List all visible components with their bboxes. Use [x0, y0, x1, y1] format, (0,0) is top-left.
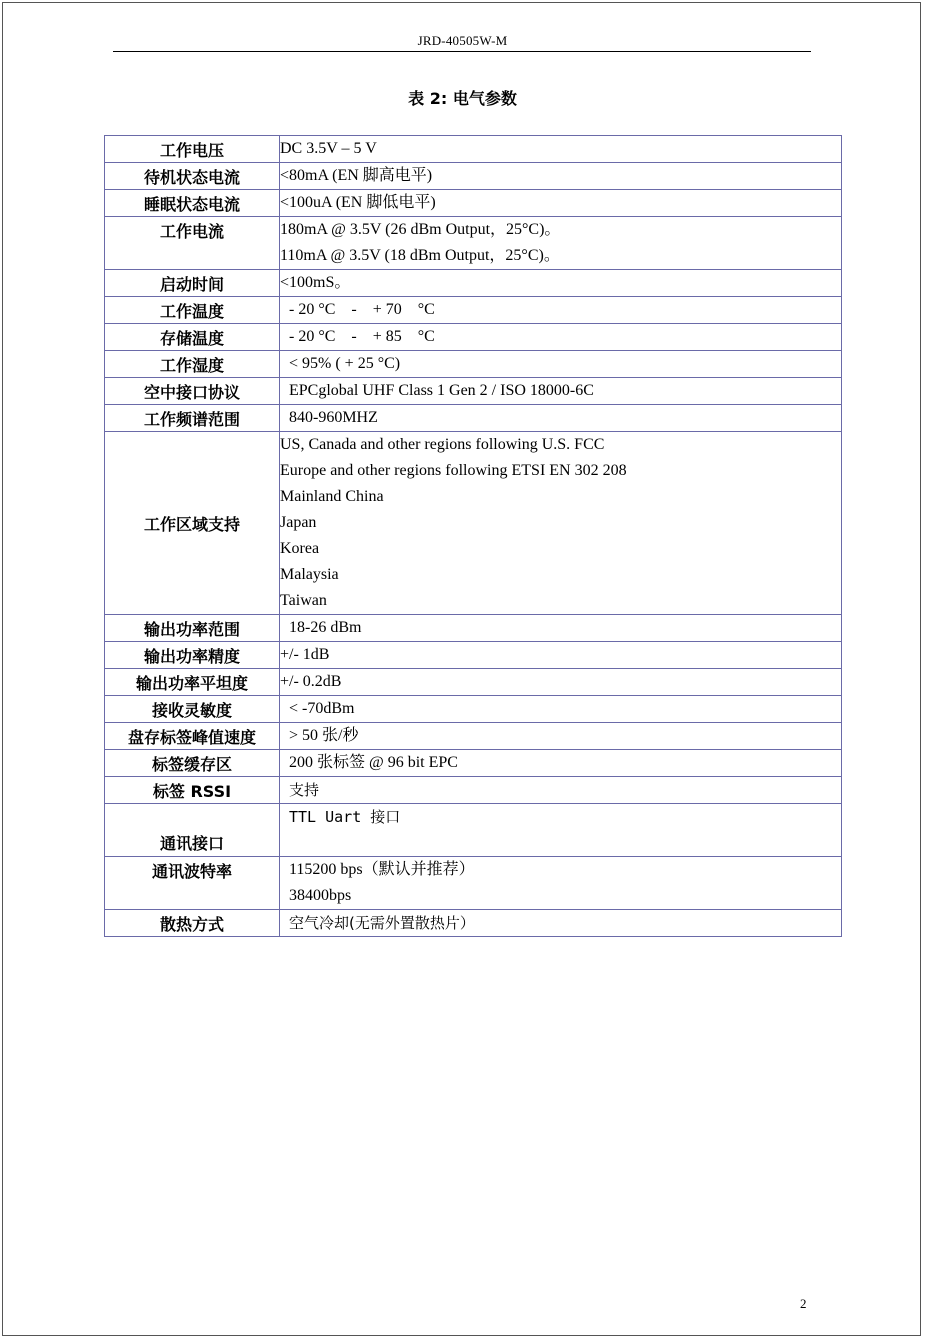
param-value: [280, 405, 842, 432]
param-label: 盘存标签峰值速度: [105, 723, 280, 750]
value-line: - 20 °C - + 70 °C: [289, 301, 435, 318]
param-value: [280, 190, 842, 217]
param-value: [280, 804, 842, 857]
param-label: 睡眠状态电流: [105, 190, 280, 217]
value-line: Europe and other regions following ETSI EN 302 208: [280, 462, 627, 479]
param-label: 散热方式: [105, 910, 280, 937]
param-value: [280, 642, 842, 669]
value-line: <80mA (EN 脚高电平): [280, 167, 433, 184]
table-row: [105, 297, 842, 324]
param-value: [280, 324, 842, 351]
param-label: 接收灵敏度: [105, 696, 280, 723]
value-line: < 95% ( + 25 °C): [289, 355, 401, 372]
param-value: [280, 136, 842, 163]
value-line: <100mS。: [280, 274, 351, 291]
param-label: 存储温度: [105, 324, 280, 351]
param-value: [280, 750, 842, 777]
value-line: <100uA (EN 脚低电平): [280, 194, 436, 211]
param-value: [280, 351, 842, 378]
param-value: [280, 297, 842, 324]
table-row: [105, 217, 842, 270]
param-label: 工作电压: [105, 136, 280, 163]
table-row: [105, 669, 842, 696]
value-line: Malaysia: [280, 566, 339, 583]
value-line: +/- 0.2dB: [280, 673, 342, 690]
value-line: 180mA @ 3.5V (26 dBm Output，25°C)。: [280, 221, 561, 238]
value-line: Taiwan: [280, 592, 327, 609]
param-value: [280, 910, 842, 937]
header-doc-id: JRD-40505W-M: [417, 33, 508, 48]
param-value: [280, 669, 842, 696]
param-label: 启动时间: [105, 270, 280, 297]
table-row: [105, 432, 842, 615]
param-label: 工作频谱范围: [105, 405, 280, 432]
table-row: [105, 324, 842, 351]
value-line: [280, 830, 841, 856]
param-label: 通讯接口: [105, 804, 280, 857]
param-label: 工作电流: [105, 217, 280, 270]
table-row: [105, 642, 842, 669]
table-row: [105, 190, 842, 217]
value-line: 115200 bps（默认并推荐）: [289, 861, 475, 878]
value-line: DC 3.5V – 5 V: [280, 140, 377, 157]
param-label: 标签 RSSI: [105, 777, 280, 804]
table-title: 表 2: 电气参数: [408, 89, 517, 108]
electrical-parameters-table: [104, 135, 842, 937]
param-label: 输出功率范围: [105, 615, 280, 642]
param-label: 工作温度: [105, 297, 280, 324]
param-label: 工作湿度: [105, 351, 280, 378]
table-row: [105, 777, 842, 804]
value-line: - 20 °C - + 85 °C: [289, 328, 435, 345]
table-row: [105, 804, 842, 857]
table-row: [105, 378, 842, 405]
param-label: 空中接口协议: [105, 378, 280, 405]
table-row: [105, 615, 842, 642]
value-line: +/- 1dB: [280, 646, 330, 663]
value-line: Japan: [280, 514, 317, 531]
value-line: < -70dBm: [289, 700, 355, 717]
param-value: [280, 163, 842, 190]
value-line: EPCglobal UHF Class 1 Gen 2 / ISO 18000-6C: [289, 382, 594, 399]
header-rule: [113, 51, 811, 52]
param-label: 待机状态电流: [105, 163, 280, 190]
table-row: [105, 750, 842, 777]
param-label: 输出功率平坦度: [105, 669, 280, 696]
param-value: [280, 857, 842, 910]
value-line: 840-960MHZ: [289, 409, 378, 426]
param-value: [280, 270, 842, 297]
value-line: 110mA @ 3.5V (18 dBm Output，25°C)。: [280, 247, 560, 264]
value-line: 18-26 dBm: [289, 619, 362, 636]
param-label: 输出功率精度: [105, 642, 280, 669]
value-line: > 50 张/秒: [289, 727, 359, 744]
value-line: 38400bps: [289, 887, 352, 904]
value-line: US, Canada and other regions following U.S. FCC: [280, 436, 605, 453]
table-row: [105, 136, 842, 163]
param-label: 标签缓存区: [105, 750, 280, 777]
param-value: [280, 777, 842, 804]
param-value: [280, 615, 842, 642]
value-line: 空气冷却(无需外置散热片）: [289, 914, 475, 932]
value-line: TTL Uart 接口: [289, 808, 401, 826]
param-value: [280, 723, 842, 750]
param-value: [280, 378, 842, 405]
param-label: 通讯波特率: [105, 857, 280, 910]
table-row: [105, 270, 842, 297]
param-value: [280, 696, 842, 723]
table-row: [105, 405, 842, 432]
value-line: Mainland China: [280, 488, 384, 505]
value-line: Korea: [280, 540, 320, 557]
param-value: [280, 217, 842, 270]
table-row: [105, 910, 842, 937]
value-line: 200 张标签 @ 96 bit EPC: [289, 754, 458, 771]
value-line: 支持: [289, 781, 320, 799]
page-number: 2: [800, 1296, 807, 1311]
table-row: [105, 351, 842, 378]
table-row: [105, 857, 842, 910]
table-row: [105, 723, 842, 750]
table-row: [105, 696, 842, 723]
param-value: [280, 432, 842, 615]
table-row: [105, 163, 842, 190]
param-label: 工作区域支持: [105, 432, 280, 615]
